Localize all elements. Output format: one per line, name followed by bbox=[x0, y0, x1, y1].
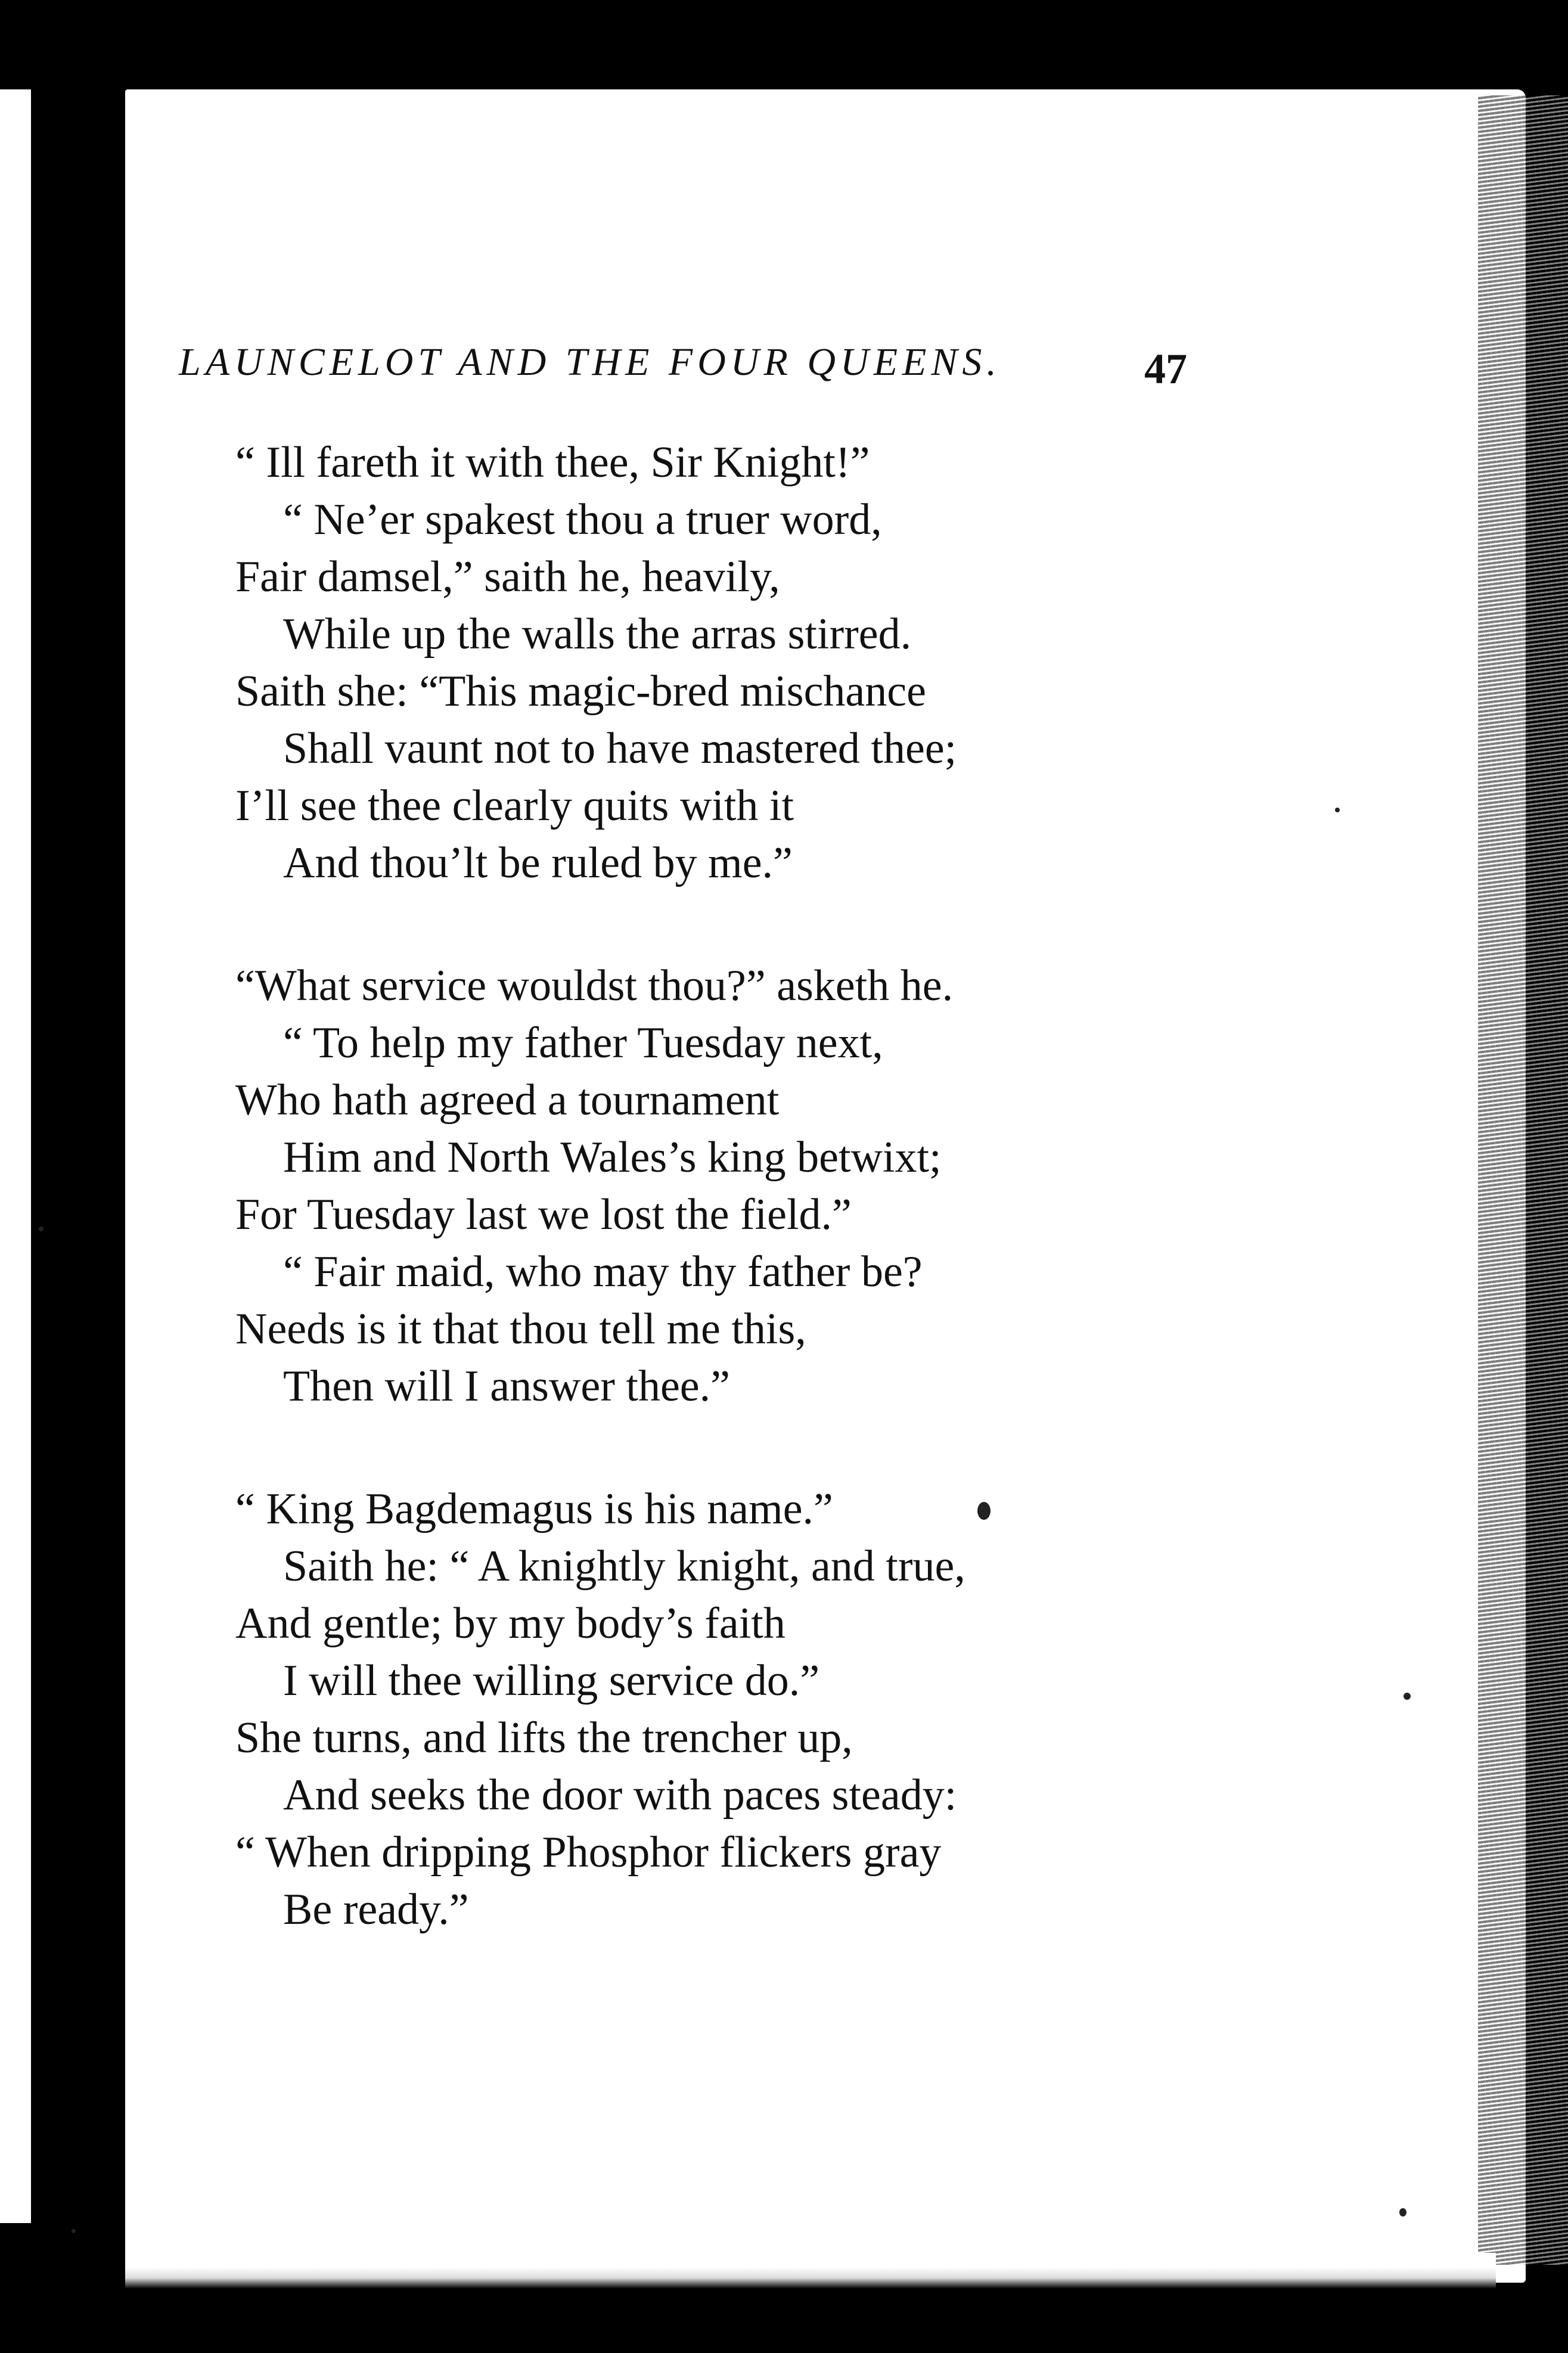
verse-line: “What service wouldst thou?” asketh he. bbox=[235, 961, 954, 1010]
ink-speck bbox=[72, 2229, 76, 2233]
verse-line: “ To help my father Tuesday next, bbox=[283, 1019, 883, 1067]
right-page-fray bbox=[1478, 95, 1568, 2265]
verse-line: “ Ne’er spakest thou a truer word, bbox=[283, 495, 882, 544]
ink-speck bbox=[1404, 1693, 1411, 1700]
verse-line: Be ready.” bbox=[283, 1885, 469, 1934]
bottom-page-edge bbox=[125, 2253, 1496, 2289]
stanza-3 bbox=[235, 1480, 1189, 1938]
verse-line: Fair damsel,” saith he, heavily, bbox=[235, 552, 780, 601]
verse-line: Then will I answer thee.” bbox=[283, 1362, 730, 1411]
ink-speck bbox=[977, 1502, 991, 1520]
ink-speck bbox=[1335, 808, 1340, 812]
verse-line: And thou’lt be ruled by me.” bbox=[283, 839, 793, 887]
verse-line: Who hath agreed a tournament bbox=[235, 1076, 780, 1125]
poem-text bbox=[235, 434, 1189, 2004]
running-title: LAUNCELOT AND THE FOUR QUEENS. bbox=[179, 340, 1001, 384]
page-number: 47 bbox=[1144, 345, 1187, 393]
verse-line: I will thee willing service do.” bbox=[283, 1656, 820, 1705]
verse-line: For Tuesday last we lost the field.” bbox=[235, 1190, 852, 1239]
binding-gutter bbox=[31, 89, 126, 2295]
verse-line: While up the walls the arras stirred. bbox=[283, 610, 912, 659]
verse-line: Needs is it that thou tell me this, bbox=[235, 1305, 806, 1354]
left-page-edge bbox=[0, 89, 31, 2223]
verse-line: “ Ill fareth it with thee, Sir Knight!” bbox=[235, 438, 870, 487]
verse-line: Shall vaunt not to have mastered thee; bbox=[283, 724, 957, 773]
verse-line: And gentle; by my body’s faith bbox=[235, 1599, 785, 1648]
verse-line: She turns, and lifts the trencher up, bbox=[235, 1713, 853, 1762]
verse-line: Saith he: “ A knightly knight, and true, bbox=[283, 1542, 965, 1591]
verse-line: Saith she: “This magic-bred mischance bbox=[235, 667, 926, 716]
verse-line: And seeks the door with paces steady: bbox=[283, 1771, 957, 1820]
verse-line: “ When dripping Phosphor flickers gray bbox=[235, 1828, 942, 1877]
stanza-2 bbox=[235, 957, 1189, 1415]
verse-line: I’ll see thee clearly quits with it bbox=[235, 781, 794, 830]
ink-speck bbox=[39, 1227, 44, 1231]
verse-line: “ Fair maid, who may thy father be? bbox=[283, 1247, 923, 1296]
stanza-1 bbox=[235, 434, 1189, 892]
page-header bbox=[179, 340, 1222, 405]
verse-line: Him and North Wales’s king betwixt; bbox=[283, 1133, 942, 1182]
verse-line: “ King Bagdemagus is his name.” bbox=[235, 1485, 833, 1534]
ink-speck bbox=[1399, 2208, 1406, 2217]
